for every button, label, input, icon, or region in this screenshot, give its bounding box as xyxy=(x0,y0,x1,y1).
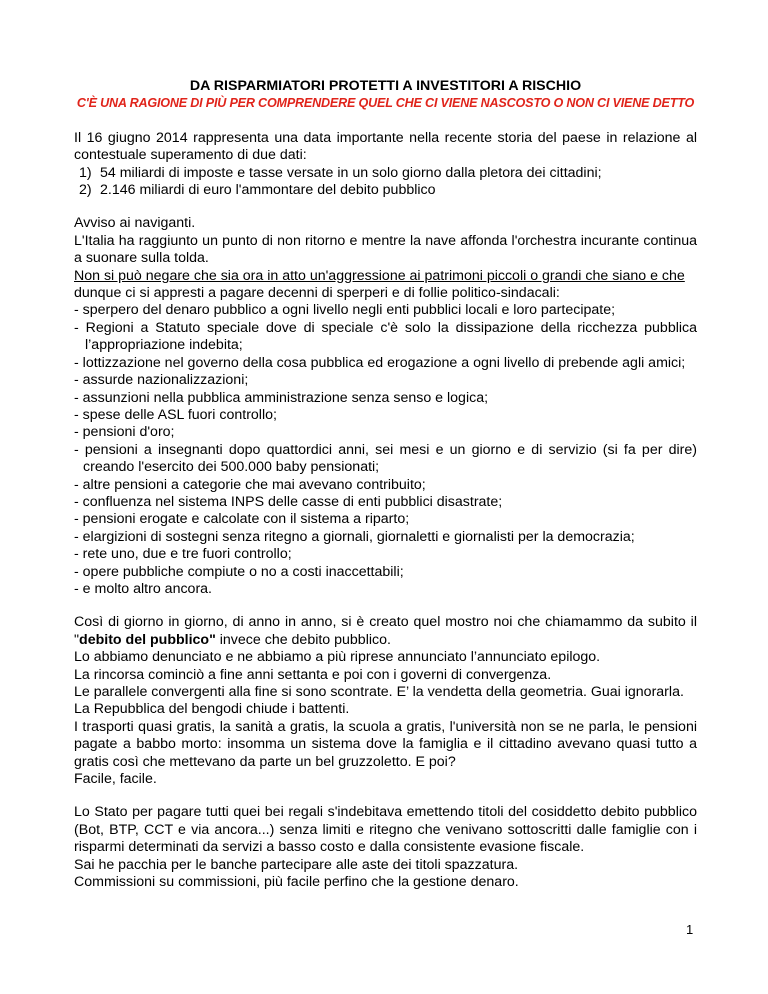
document-title: DA RISPARMIATORI PROTETTI A INVESTITORI A RISCHIO xyxy=(189,78,582,94)
bold-phrase: debito del pubblico" xyxy=(79,631,216,648)
list-item: - pensioni a insegnanti dopo quattordici anni, sei mesi e un giorno e di servizio (si fa per dire) creando l'esercito dei 500.000 baby pensionati; xyxy=(74,441,697,476)
list-item: - sperpero del denaro pubblico a ogni livello negli enti pubblici locali e loro partecipate; xyxy=(74,302,616,319)
list-item: - spese delle ASL fuori controllo; xyxy=(74,406,277,423)
document-body xyxy=(74,78,697,891)
dash-list xyxy=(74,302,697,598)
avviso-line: Avviso ai naviganti. xyxy=(74,215,196,232)
debito-paragraph: Così di giorno in giorno, di anno in anno, si è creato quel mostro noi che chiamammo da subito il "debito del pubblico" invece che debito pubblico. xyxy=(74,614,697,648)
list-item: 1) 54 miliardi di imposte e tasse versate in un solo giorno dalla pletora dei cittadini; xyxy=(79,164,602,181)
text-line: La Repubblica del bengodi chiude i battenti. xyxy=(74,701,350,718)
text-line: Sai he pacchia per le banche partecipare alle aste dei titoli spazzatura. xyxy=(74,856,519,873)
underlined-statement: Non si può negare che sia ora in atto un'aggressione ai patrimoni piccoli o grandi che siano e che xyxy=(74,267,685,284)
list-item: - opere pubbliche compiute o no a costi inaccettabili; xyxy=(74,563,404,580)
intro-paragraph: Il 16 giugno 2014 rappresenta una data importante nella recente storia del paese in relazione al contestuale superamento di due dati: xyxy=(74,129,697,164)
list-item: - assunzioni nella pubblica amministrazione senza senso e logica; xyxy=(74,389,489,406)
document-subtitle: C'È UNA RAGIONE DI PIÙ PER COMPRENDERE QUEL CHE CI VIENE NASCOSTO O NON CI VIENE DETTO xyxy=(76,96,695,111)
text-line: Commissioni su commissioni, più facile perfino che la gestione denaro. xyxy=(74,874,519,891)
list-item: - e molto altro ancora. xyxy=(74,580,212,597)
list-item: 2) 2.146 miliardi di euro l'ammontare del debito pubblico xyxy=(79,182,436,199)
after-underline: dunque ci si appresti a pagare decenni di sperperi e di follie politico-sindacali: xyxy=(74,285,560,302)
stato-paragraph: Lo Stato per pagare tutti quei bei regali s'indebitava emettendo titoli del cosiddetto debito pubblico (Bot, BTP, CCT e via ancora...) senza limiti e ritegno che venivano sottoscritti dalle famiglie con i risparmi determinati da servizi a basso costo e dalla consistente evasione fiscale. xyxy=(74,804,697,856)
text-line: La rincorsa cominciò a fine anni settanta e poi con i governi di convergenza. xyxy=(74,666,552,683)
numbered-list xyxy=(74,165,697,200)
text-line: Facile, facile. xyxy=(74,771,157,788)
list-item: - altre pensioni a categorie che mai avevano contribuito; xyxy=(74,476,426,493)
italia-paragraph: L'Italia ha raggiunto un punto di non ritorno e mentre la nave affonda l'orchestra incurante continua a suonare sulla tolda. xyxy=(74,232,697,267)
list-item: - elargizioni di sostegni senza ritegno a giornali, giornaletti e giornalisti per la democrazia; xyxy=(74,528,635,545)
list-item: - Regioni a Statuto speciale dove di speciale c'è solo la dissipazione della ricchezza pubblica l’appropriazione indebita; xyxy=(74,319,697,354)
list-item: - pensioni d'oro; xyxy=(74,424,175,441)
text-line: Le parallele convergenti alla fine si sono scontrate. E’ la vendetta della geometria. Guai ignorarla. xyxy=(74,684,684,700)
list-item: - confluenza nel sistema INPS delle casse di enti pubblici disastrate; xyxy=(74,493,503,510)
list-item: - rete uno, due e tre fuori controllo; xyxy=(74,546,292,563)
list-item: - pensioni erogate e calcolate con il sistema a riparto; xyxy=(74,511,410,528)
page-number: 1 xyxy=(686,922,694,937)
list-item: - assurde nazionalizzazioni; xyxy=(74,372,249,389)
list-item: - lottizzazione nel governo della cosa pubblica ed erogazione a ogni livello di prebende agli amici; xyxy=(74,354,686,371)
trasporti-paragraph: I trasporti quasi gratis, la sanità a gratis, la scuola a gratis, l'università non se ne parla, le pensioni pagate a babbo morto: insomma un sistema dove la famiglia e il cittadino avevano quasi tutto a gratis così che mettevano da parte un bel gruzzoletto. E poi? xyxy=(74,718,697,770)
text-line: Lo abbiamo denunciato e ne abbiamo a più riprese annunciato l’annunciato epilogo. xyxy=(74,649,601,666)
